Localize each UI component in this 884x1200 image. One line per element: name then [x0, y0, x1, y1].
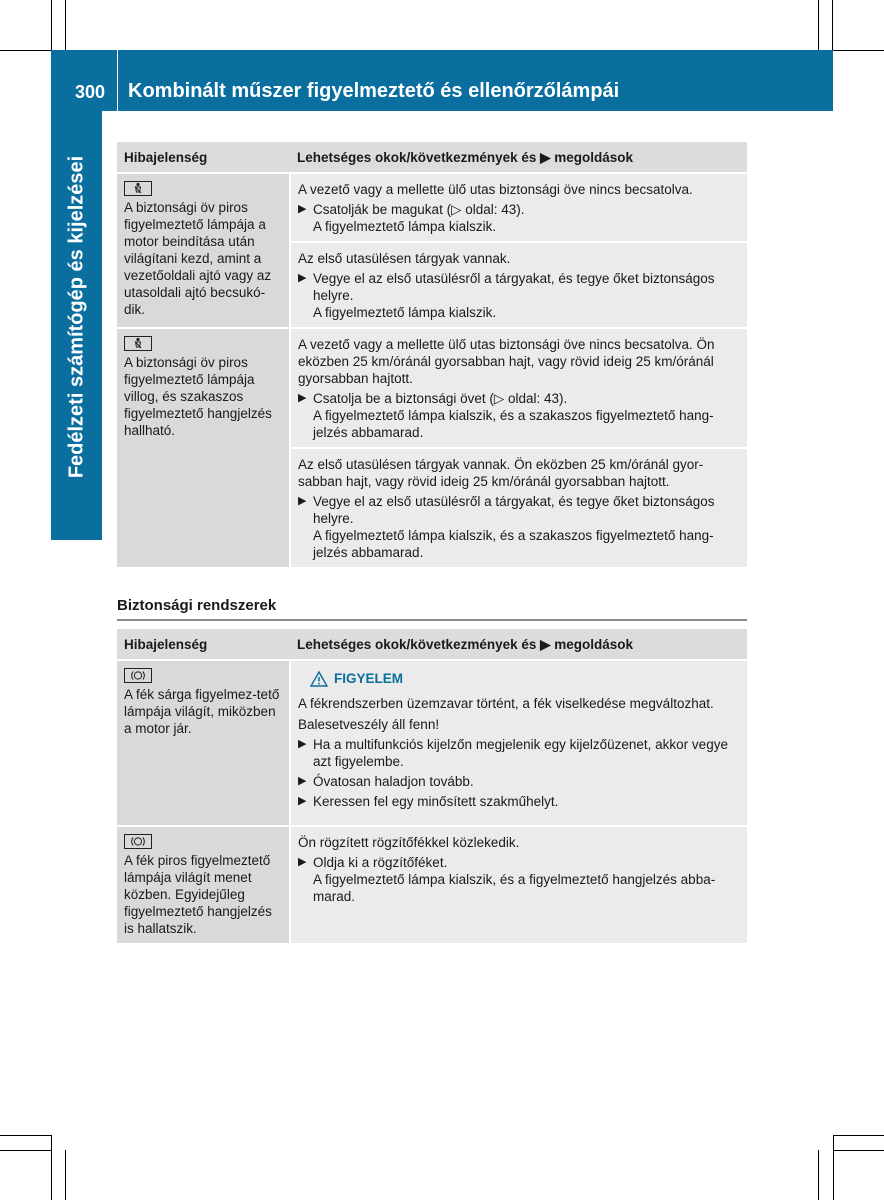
crop-mark — [818, 0, 819, 50]
table-header-row — [117, 629, 747, 660]
seatbelt-icon — [124, 336, 152, 351]
brake-table — [117, 629, 747, 943]
crop-mark — [0, 1135, 51, 1136]
cause-text: Az első utasülésen tárgyak vannak. Ön eközben 25 km/óránál gyor-sabban hajt, vagy rövid ideig 25 km/óránál gyorsabban hajtott. — [298, 457, 704, 489]
symptom-text: A fék sárga figyelmez-tető lámpája világít, miközben a motor jár. — [124, 687, 280, 736]
solution-cell — [290, 173, 747, 242]
action-item — [298, 493, 743, 561]
header-solutions: Lehetséges okok/következmények és ▶ megoldások — [290, 629, 747, 660]
table-row — [117, 826, 747, 943]
warning-heading — [310, 670, 743, 687]
cause-text: Az első utasülésen tárgyak vannak. — [298, 251, 511, 266]
action-item — [298, 201, 743, 235]
section-title: Biztonsági rendszerek — [117, 597, 747, 621]
crop-mark — [818, 1150, 819, 1200]
action-text: Vegye el az első utasülésről a tárgyakat, és tegye őket biztonságos helyre. — [313, 494, 715, 526]
table-row — [117, 328, 747, 448]
symptom-text: A fék piros figyelmeztető lámpája világít menet közben. Egyidejűleg figyelmeztető hangjelzés is hallatszik. — [124, 853, 272, 936]
crop-mark — [833, 1135, 834, 1200]
side-tab-text: Fedélzeti számítógép és kijelzései — [65, 155, 88, 479]
warning-label: FIGYELEM — [334, 671, 404, 686]
solution-cell — [290, 328, 747, 448]
action-text: Csatolják be magukat (▷ oldal: 43). — [313, 202, 525, 217]
seatbelt-table — [117, 142, 747, 567]
crop-mark — [51, 0, 52, 50]
result-text: A figyelmeztető lámpa kialszik, és a szakaszos figyelmeztető hang-jelzés abbamarad. — [313, 408, 714, 440]
symptom-cell — [117, 328, 290, 567]
crop-mark — [833, 50, 884, 51]
table-header-row — [117, 142, 747, 173]
action-item — [298, 390, 743, 441]
symptom-cell — [117, 173, 290, 328]
symptom-cell — [117, 826, 290, 943]
action-text: Vegye el az első utasülésről a tárgyakat, és tegye őket biztonságos helyre. — [313, 271, 715, 303]
solution-cell — [290, 242, 747, 328]
header-symptom: Hibajelenség — [117, 142, 290, 173]
result-text: A figyelmeztető lámpa kialszik, és a szakaszos figyelmeztető hang-jelzés abbamarad. — [313, 528, 714, 560]
brake-icon — [124, 834, 152, 849]
header-symptom: Hibajelenség — [117, 629, 290, 660]
crop-mark — [65, 1150, 66, 1200]
symptom-text: A biztonsági öv piros figyelmeztető lámpája a motor beindítása után világítani kezd, amint a vezetőoldali ajtó vagy az utasoldali ajtó becsukó-dik. — [124, 200, 272, 317]
action-text: Óvatosan haladjon tovább. — [313, 774, 474, 789]
warning-text: Balesetveszély áll fenn! — [298, 717, 440, 732]
solution-cell — [290, 448, 747, 567]
solution-cell — [290, 660, 747, 826]
brake-icon — [124, 668, 152, 683]
action-text: Csatolja be a biztonsági övet (▷ oldal: 43). — [313, 391, 568, 406]
crop-mark — [0, 50, 51, 51]
cause-text: A vezető vagy a mellette ülő utas biztonsági öve nincs becsatolva. Ön eközben 25 km/óránál gyorsabban hajt, vagy rövid ideig 25 km/óránál gyorsabban hajtott. — [298, 337, 715, 386]
result-text: A figyelmeztető lámpa kialszik. — [313, 219, 497, 234]
symptom-cell — [117, 660, 290, 826]
result-text: A figyelmeztető lámpa kialszik, és a figyelmeztető hangjelzés abba-marad. — [313, 872, 716, 904]
crop-mark — [833, 1135, 884, 1136]
action-item — [298, 854, 743, 905]
header-solutions: Lehetséges okok/következmények és ▶ megoldások — [290, 142, 747, 173]
action-text: Oldja ki a rögzítőféket. — [313, 855, 448, 870]
action-text: Ha a multifunkciós kijelzőn megjelenik egy kijelzőüzenet, akkor vegye azt figyelembe. — [313, 737, 728, 769]
action-text: Keressen fel egy minősített szakműhelyt. — [313, 794, 559, 809]
table-row — [117, 173, 747, 242]
header-divider — [117, 50, 118, 111]
seatbelt-icon — [124, 181, 152, 196]
action-item — [298, 773, 743, 790]
symptom-text: A biztonsági öv piros figyelmeztető lámpája villog, és szakaszos figyelmeztető hangjelzés hallható. — [124, 355, 272, 438]
cause-text: Ön rögzített rögzítőfékkel közlekedik. — [298, 835, 520, 850]
table-row — [117, 660, 747, 826]
page-title: Kombinált műszer figyelmeztető és ellenőrzőlámpái — [128, 80, 620, 102]
crop-mark — [832, 0, 833, 50]
action-item — [298, 736, 743, 770]
crop-mark — [0, 1150, 51, 1151]
action-item — [298, 793, 743, 810]
action-item — [298, 270, 743, 321]
crop-mark — [65, 0, 66, 50]
crop-mark — [51, 1135, 52, 1200]
cause-text: A vezető vagy a mellette ülő utas biztonsági öve nincs becsatolva. — [298, 182, 693, 197]
crop-mark — [833, 1150, 884, 1151]
page-number: 300 — [75, 82, 106, 102]
warning-triangle-icon — [310, 671, 328, 687]
warning-text: A fékrendszerben üzemzavar történt, a fék viselkedése megváltozhat. — [298, 696, 714, 711]
solution-cell — [290, 826, 747, 943]
result-text: A figyelmeztető lámpa kialszik. — [313, 305, 497, 320]
page-header — [51, 50, 833, 111]
